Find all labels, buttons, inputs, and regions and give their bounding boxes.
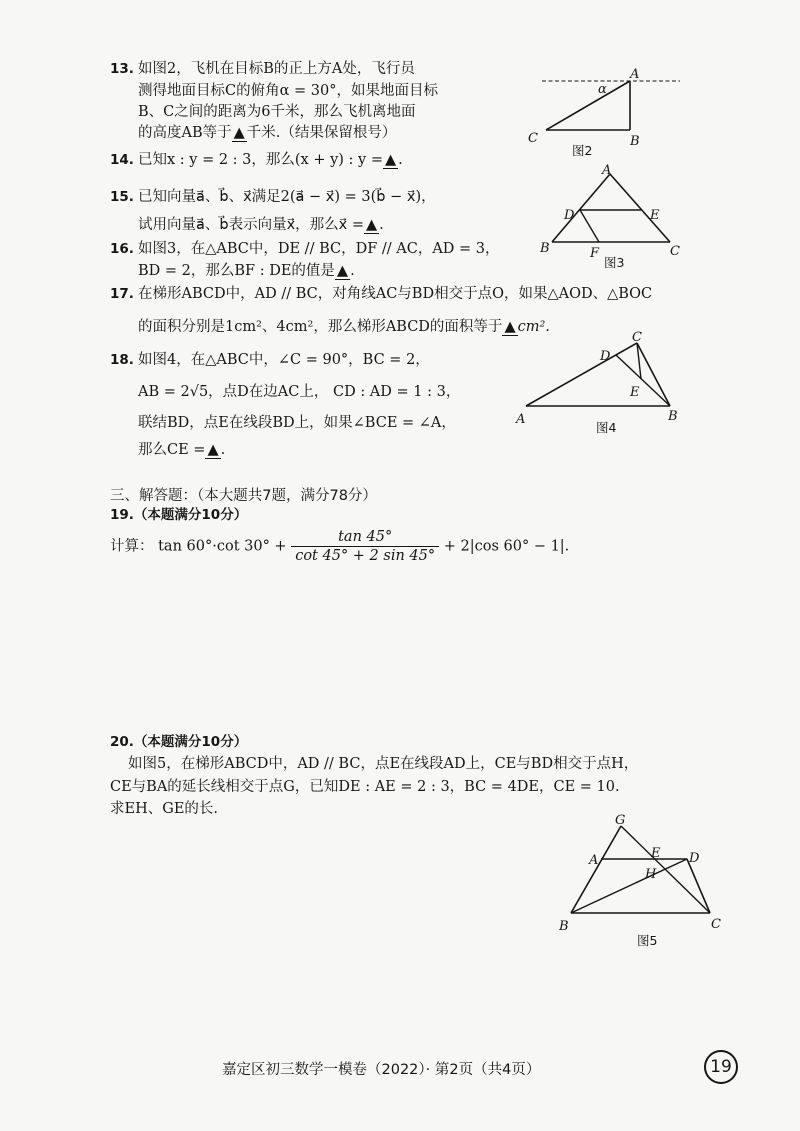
- fig5-label-A: A: [589, 853, 599, 868]
- q15-line1: 已知向量a⃗、b⃗、x⃗满足2(a⃗ − x⃗) = 3(b⃗ − x⃗)，: [138, 189, 436, 205]
- fig3-label-F: F: [590, 246, 600, 261]
- fig3-label-E: E: [650, 208, 660, 223]
- fig2-label-alpha: α: [598, 82, 607, 97]
- q20-line3: 求EH、GE的长.: [110, 801, 219, 817]
- fig2-label-C: C: [528, 131, 538, 146]
- figure-3: [540, 162, 690, 272]
- fig5-label-G: G: [615, 813, 626, 828]
- q17-line2: 的面积分别是1cm²、4cm²，那么梯形ABCD的面积等于 ▲ cm².: [138, 319, 550, 335]
- q18-line3: 联结BD，点E在线段BD上，如果∠BCE = ∠A，: [138, 415, 456, 431]
- q19-expression: 计算： tan 60°·cot 30° + $\frac{\tan 45^\circ}{\cot 45^\circ + 2 \sin 45^\circ}$ + 2|cos 60° − 1|.: [110, 529, 570, 564]
- q20-line2: CE与BA的延长线相交于点G，已知DE : AE = 2 : 3，BC = 4DE，CE = 10.: [110, 779, 620, 795]
- figure-4: [512, 330, 692, 440]
- q14-number: 14.: [110, 152, 134, 168]
- q20-title: 20.（本题满分10分）: [110, 734, 248, 750]
- fig5-label-D: D: [689, 851, 700, 866]
- answer-blank: ▲: [336, 263, 349, 279]
- q19-title: 19.（本题满分10分）: [110, 507, 248, 523]
- q13-line3: B、C之间的距离为6千米，那么飞机离地面: [138, 104, 416, 120]
- fig3-label-A: A: [602, 163, 612, 178]
- q14-text: 已知x : y = 2 : 3，那么(x + y) : y = ▲ .: [138, 152, 403, 168]
- fig4-caption: 图4: [596, 420, 617, 435]
- q18-number: 18.: [110, 352, 134, 368]
- figure-2: [520, 60, 690, 160]
- q13-line4: 的高度AB等于 ▲ 千米.（结果保留根号）: [138, 125, 397, 141]
- q20-line1: 如图5，在梯形ABCD中，AD // BC，点E在线段AD上，CE与BD相交于点H，: [128, 756, 639, 772]
- fig2-label-B: B: [630, 134, 640, 149]
- q16-line1: 如图3，在△ABC中，DE // BC，DF // AC，AD = 3，: [138, 241, 500, 257]
- fig4-label-D: D: [600, 349, 611, 364]
- fig3-label-B: B: [540, 241, 550, 256]
- fig5-label-C: C: [711, 917, 721, 932]
- fig4-label-A: A: [516, 412, 526, 427]
- fig5-label-B: B: [559, 919, 569, 934]
- figure-5: [555, 808, 730, 958]
- q15-number: 15.: [110, 189, 134, 205]
- fig2-label-A: A: [630, 67, 640, 82]
- fig5-caption: 图5: [637, 933, 658, 948]
- q17-number: 17.: [110, 286, 134, 302]
- fig5-label-H: H: [645, 867, 657, 882]
- q15-line2: 试用向量a⃗、b⃗表示向量x⃗，那么x⃗ = ▲ .: [138, 217, 384, 233]
- answer-blank: ▲: [207, 442, 219, 458]
- q18-line2: AB = 2√5，点D在边AC上， CD : AD = 1 : 3，: [138, 384, 461, 400]
- q18-line4: 那么CE = ▲ .: [138, 442, 226, 458]
- q16-number: 16.: [110, 241, 134, 257]
- fig3-caption: 图3: [604, 255, 625, 270]
- q17-line1: 在梯形ABCD中，AD // BC，对角线AC与BD相交于点O，如果△AOD、△BOC: [138, 286, 653, 302]
- page-number-circle: 19: [704, 1050, 738, 1084]
- q13-line1: 如图2，飞机在目标B的正上方A处，飞行员: [138, 61, 415, 77]
- page-footer: 嘉定区初三数学一模卷（2022）· 第2页（共4页）: [222, 1062, 541, 1078]
- q18-line1: 如图4，在△ABC中，∠C = 90°，BC = 2，: [138, 352, 430, 368]
- q16-line2: BD = 2，那么BF : DE的值是 ▲ .: [138, 263, 355, 279]
- fig3-label-C: C: [670, 244, 680, 259]
- fig4-label-C: C: [632, 330, 642, 345]
- q13-number: 13.: [110, 61, 134, 77]
- answer-blank: ▲: [504, 319, 516, 335]
- answer-blank: ▲: [385, 152, 397, 168]
- fig4-label-E: E: [630, 385, 640, 400]
- fig5-label-E: E: [651, 846, 661, 861]
- fig4-label-B: B: [668, 409, 678, 424]
- q19-fraction: $\frac{\tan 45^\circ}{\cot 45^\circ + 2 \sin 45^\circ}$: [291, 528, 439, 565]
- section-3-heading: 三、解答题：（本大题共7题，满分78分）: [110, 488, 377, 504]
- answer-blank: ▲: [233, 125, 245, 141]
- fig3-label-D: D: [564, 208, 575, 223]
- answer-blank: ▲: [366, 217, 378, 233]
- q13-line2: 测得地面目标C的俯角α = 30°，如果地面目标: [138, 83, 438, 99]
- fig2-caption: 图2: [572, 143, 593, 158]
